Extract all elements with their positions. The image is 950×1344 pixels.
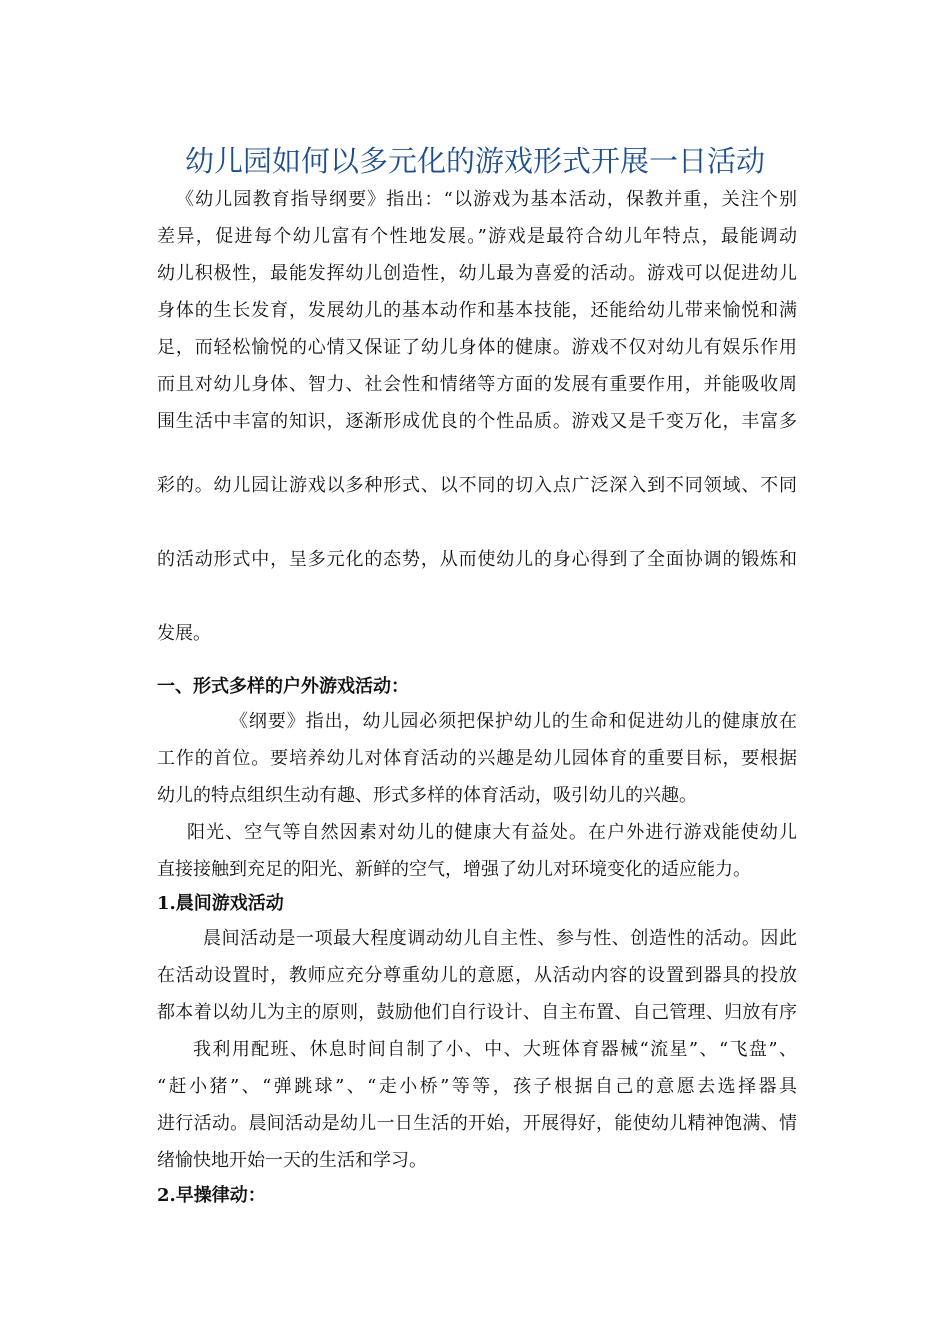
paragraph-line: 都本着以幼儿为主的原则，鼓励他们自行设计、自主布置、自己管理、归放有序 bbox=[157, 1002, 797, 1023]
section-heading: 一、形式多样的户外游戏活动： bbox=[157, 676, 409, 697]
subsection-heading: 2.早操律动： bbox=[157, 1185, 266, 1206]
intro-line: 而且对幼儿身体、智力、社会性和情绪等方面的发展有重要作用，并能吸收周 bbox=[157, 374, 797, 395]
intro-line: 足，而轻松愉悦的心情又保证了幼儿身体的健康。游戏不仅对幼儿有娱乐作用 bbox=[157, 337, 797, 358]
subsection-heading: 1.晨间游戏活动 bbox=[157, 893, 284, 914]
intro-line: 差异，促进每个幼儿富有个性地发展。”游戏是最符合幼儿年特点，最能调动 bbox=[157, 226, 797, 247]
intro-line: 幼儿积极性，最能发挥幼儿创造性，幼儿最为喜爱的活动。游戏可以促进幼儿 bbox=[157, 263, 797, 284]
paragraph-line: 晨间活动是一项最大程度调动幼儿自主性、参与性、创造性的活动。因此 bbox=[203, 928, 797, 949]
paragraph-line: 在活动设置时，教师应充分尊重幼儿的意愿，从活动内容的设置到器具的投放 bbox=[157, 965, 797, 986]
paragraph-line: 直接接触到充足的阳光、新鲜的空气，增强了幼儿对环境变化的适应能力。 bbox=[157, 859, 751, 880]
paragraph-line: 工作的首位。要培养幼儿对体育活动的兴趣是幼儿园体育的重要目标，要根据 bbox=[157, 748, 797, 769]
paragraph-line: 《纲要》指出，幼儿园必须把保护幼儿的生命和促进幼儿的健康放在 bbox=[230, 711, 797, 732]
intro-line: 的活动形式中，呈多元化的态势，从而使幼儿的身心得到了全面协调的锻炼和 bbox=[157, 549, 797, 570]
paragraph-line: “赶小猪”、“弹跳球”、“走小桥”等等，孩子根据自己的意愿去选择器具 bbox=[157, 1076, 797, 1097]
paragraph-line: 幼儿的特点组织生动有趣、形式多样的体育活动，吸引幼儿的兴趣。 bbox=[157, 785, 697, 806]
intro-line: 发展。 bbox=[157, 623, 211, 644]
intro-text-sans: 游戏以多种形式、以不同的切入点广泛深入到不同领域、不同 bbox=[288, 475, 797, 496]
paragraph-line: 绪愉快地开始一天的生活和学习。 bbox=[157, 1150, 427, 1171]
document-title: 幼儿园如何以多元化的游戏形式开展一日活动 bbox=[184, 144, 765, 178]
paragraph-line: 阳光、空气等自然因素对幼儿的健康大有益处。在户外进行游戏能使幼儿 bbox=[187, 822, 797, 843]
paragraph-line: 我利用配班、休息时间自制了小、中、大班体育器械“流星”、“飞盘”、 bbox=[193, 1039, 797, 1060]
intro-line: 围生活中丰富的知识，逐渐形成优良的个性品质。游戏又是千变万化，丰富多 bbox=[157, 411, 797, 432]
paragraph-line: 进行活动。晨间活动是幼儿一日生活的开始，开展得好，能使幼儿精神饱满、情 bbox=[157, 1113, 797, 1134]
intro-line bbox=[157, 472, 797, 500]
intro-text-serif: 彩的。幼儿园让 bbox=[157, 475, 289, 496]
intro-line: 《幼儿园教育指导纲要》指出：“以游戏为基本活动，保教并重，关注个别 bbox=[176, 189, 797, 210]
intro-line: 身体的生长发育，发展幼儿的基本动作和基本技能，还能给幼儿带来愉悦和满 bbox=[157, 300, 797, 321]
